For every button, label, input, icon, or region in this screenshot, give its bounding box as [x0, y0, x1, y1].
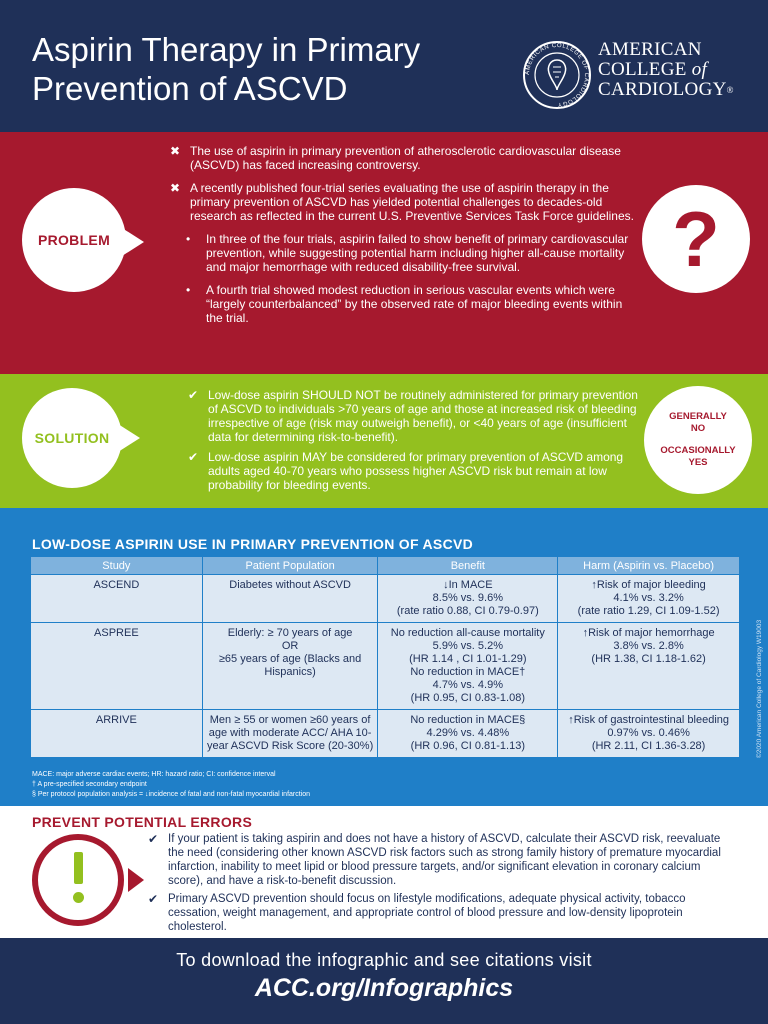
copyright-notice: ©2020 American College of Cardiology W19003 [756, 619, 763, 758]
benefit-cell: ↓In MACE 8.5% vs. 9.6% (rate ratio 0.88, CI 0.79-0.97) [378, 575, 558, 623]
problem-arrow-icon [122, 228, 144, 256]
errors-section [0, 806, 768, 938]
list-item: ✔ Low-dose aspirin MAY be considered for primary prevention of ASCVD among adults aged 40-70 years who possess higher ASCVD risk but remain at low probability for bleeding events. [188, 450, 624, 492]
problem-label: PROBLEM [22, 188, 126, 292]
list-item: • A fourth trial showed modest reduction in serious vascular events which were “largely counterbalanced” by the observed rate of major bleeding events within the trial. [186, 283, 623, 325]
problem-text [170, 144, 640, 334]
study-table [30, 556, 740, 758]
benefit-cell: No reduction in MACE§ 4.29% vs. 4.48% (HR 0.96, CI 0.81-1.13) [378, 710, 558, 758]
exclamation-icon [32, 834, 124, 926]
table-row [31, 575, 740, 623]
table-header-row [31, 557, 740, 575]
x-icon: ✖ [170, 144, 181, 158]
solution-arrow-icon [118, 424, 140, 452]
errors-text [148, 832, 728, 938]
acc-seal-logo [522, 40, 592, 110]
check-icon: ✔ [188, 388, 199, 402]
harm-cell: ↑Risk of major hemorrhage 3.8% vs. 2.8% (HR 1.38, CI 1.18-1.62) [558, 623, 740, 710]
errors-arrow-icon [128, 868, 144, 892]
bullet-icon: • [186, 232, 191, 246]
check-icon: ✔ [148, 892, 159, 906]
list-item: • In three of the four trials, aspirin failed to show benefit of primary cardiovascular prevention, while suggesting potential harm including higher all-cause mortality and major hemorrhage with reduced disability-free survival. [186, 232, 629, 274]
question-mark-icon: ? [642, 185, 750, 293]
infographics-link[interactable]: ACC.org/Infographics [254, 974, 514, 1002]
header [0, 0, 768, 132]
list-item: ✖ The use of aspirin in primary prevention of atherosclerotic cardiovascular disease (ASCVD) has faced increasing controversy. [170, 144, 621, 172]
column-header: Study [31, 557, 203, 575]
list-item: ✔ Primary ASCVD prevention should focus on lifestyle modifications, adequate physical activity, tobacco cessation, weight management, and appropriate control of blood pressure and low-density lipoprotein cholesterol. [148, 892, 686, 933]
table-title: LOW-DOSE ASPIRIN USE IN PRIMARY PREVENTION OF ASCVD [32, 536, 474, 552]
table-row [31, 710, 740, 758]
study-cell: ARRIVE [31, 710, 203, 758]
solution-section [0, 374, 768, 508]
study-cell: ASCEND [31, 575, 203, 623]
errors-title: PREVENT POTENTIAL ERRORS [32, 814, 253, 830]
table-footnotes: MACE: major adverse cardiac events; HR: hazard ratio; CI: confidence interval † A pre-specified secondary endpoint § Per protocol population analysis = ↓incidence of fatal and non-fatal myocardial infarction [32, 771, 311, 798]
column-header: Patient Population [202, 557, 378, 575]
svg-text:AMERICAN COLLEGE OF CARDIOLOGY: AMERICAN COLLEGE OF CARDIOLOGY [524, 42, 590, 108]
verdict-badge: GENERALLY NO OCCASIONALLY YES [644, 386, 752, 494]
population-cell: Elderly: ≥ 70 years of age OR ≥65 years of age (Blacks and Hispanics) [202, 623, 378, 710]
list-item: ✔ Low-dose aspirin SHOULD NOT be routinely administered for primary prevention of ASCVD to individuals >70 years of age and those at increased risk of bleeding irrespective of age (risk may outweigh benefit), or <40 years of age (insufficient data for determining risk-to-benefit). [188, 388, 638, 444]
harm-cell: ↑Risk of gastrointestinal bleeding 0.97% vs. 0.46% (HR 2.11, CI 1.36-3.28) [558, 710, 740, 758]
benefit-cell: No reduction all-cause mortality 5.9% vs. 5.2% (HR 1.14 , CI 1.01-1.29) No reduction in MACE† 4.7% vs. 4.9% (HR 0.95, CI 0.83-1.08) [378, 623, 558, 710]
bullet-icon: • [186, 283, 191, 297]
acc-wordmark: AMERICAN COLLEGE of CARDIOLOGY® [598, 39, 734, 100]
harm-cell: ↑Risk of major bleeding 4.1% vs. 3.2% (rate ratio 1.29, CI 1.09-1.52) [558, 575, 740, 623]
population-cell: Men ≥ 55 or women ≥60 years of age with moderate ACC/ AHA 10-year ASCVD Risk Score (20-30%) [202, 710, 378, 758]
study-cell: ASPREE [31, 623, 203, 710]
solution-label: SOLUTION [22, 388, 122, 488]
table-section [0, 508, 768, 806]
footer [0, 938, 768, 1024]
solution-text [188, 388, 638, 498]
list-item: ✔ If your patient is taking aspirin and does not have a history of ASCVD, calculate their ASCVD risk, reevaluate the need (considering other known ASCVD risk factors such as strong family history of premature myocardial infarction, inability to meet lipid or blood pressure targets, and/or significant elevation in coronary calcium score), and have a risk-to-benefit discussion. [148, 832, 721, 887]
column-header: Harm (Aspirin vs. Placebo) [558, 557, 740, 575]
table-row [31, 623, 740, 710]
list-item: ✖ A recently published four-trial series evaluating the use of aspirin therapy in the primary prevention of ASCVD has yielded potential challenges to decades-old research as reflected in the current U.S. Preventive Services Task Force guidelines. [170, 181, 634, 223]
population-cell: Diabetes without ASCVD [202, 575, 378, 623]
footer-text: To download the infographic and see citations visit [176, 950, 592, 970]
column-header: Benefit [378, 557, 558, 575]
x-icon: ✖ [170, 181, 181, 195]
problem-section [0, 132, 768, 374]
check-icon: ✔ [148, 832, 159, 846]
check-icon: ✔ [188, 450, 199, 464]
page-title: Aspirin Therapy in Primary Prevention of ASCVD [32, 31, 421, 107]
